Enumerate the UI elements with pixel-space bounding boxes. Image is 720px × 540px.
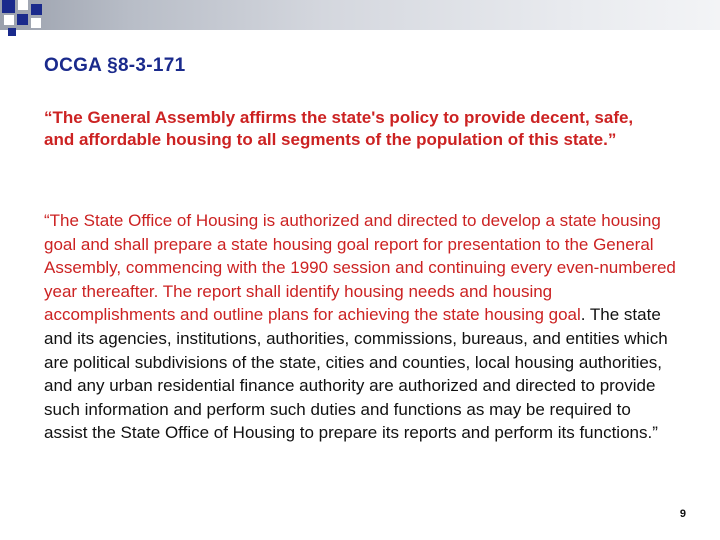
- page-number: 9: [679, 508, 686, 520]
- office-quote-rest: . The state and its agencies, institutions, authorities, commissions, bureaus, and entities which are political subdivisions of the state, cities and counties, local housing authorities, and any urban residential finance authority are authorized and directed to provide such information and perform such duties and functions as may be required to assist the State Office of Housing to prepare its reports and perform its functions.”: [44, 305, 668, 443]
- header-band: [0, 0, 720, 30]
- decoration-square: [2, 0, 15, 13]
- policy-quote: “The General Assembly affirms the state's policy to provide decent, safe, and affordable housing to all segments of the population of this state.”: [44, 108, 634, 149]
- decoration-square: [31, 18, 41, 28]
- office-quote-highlight: “The State Office of Housing is authorized and directed to develop a state housing goal and shall prepare a state housing goal report for presentation to the General Assembly, commencing with the 1990 session and continuing every even-numbered year thereafter. The report shall identify housing needs and housing accomplishments and outline plans for achieving the state housing goal: [44, 211, 676, 325]
- decoration-square: [8, 28, 16, 36]
- office-quote: [44, 209, 676, 445]
- slide-title: OCGA §8-3-171: [44, 55, 186, 76]
- decoration-square: [20, 30, 28, 38]
- decoration-square: [4, 15, 14, 25]
- decoration-square: [17, 14, 28, 25]
- decoration-square: [18, 0, 28, 10]
- decoration-square: [31, 4, 42, 15]
